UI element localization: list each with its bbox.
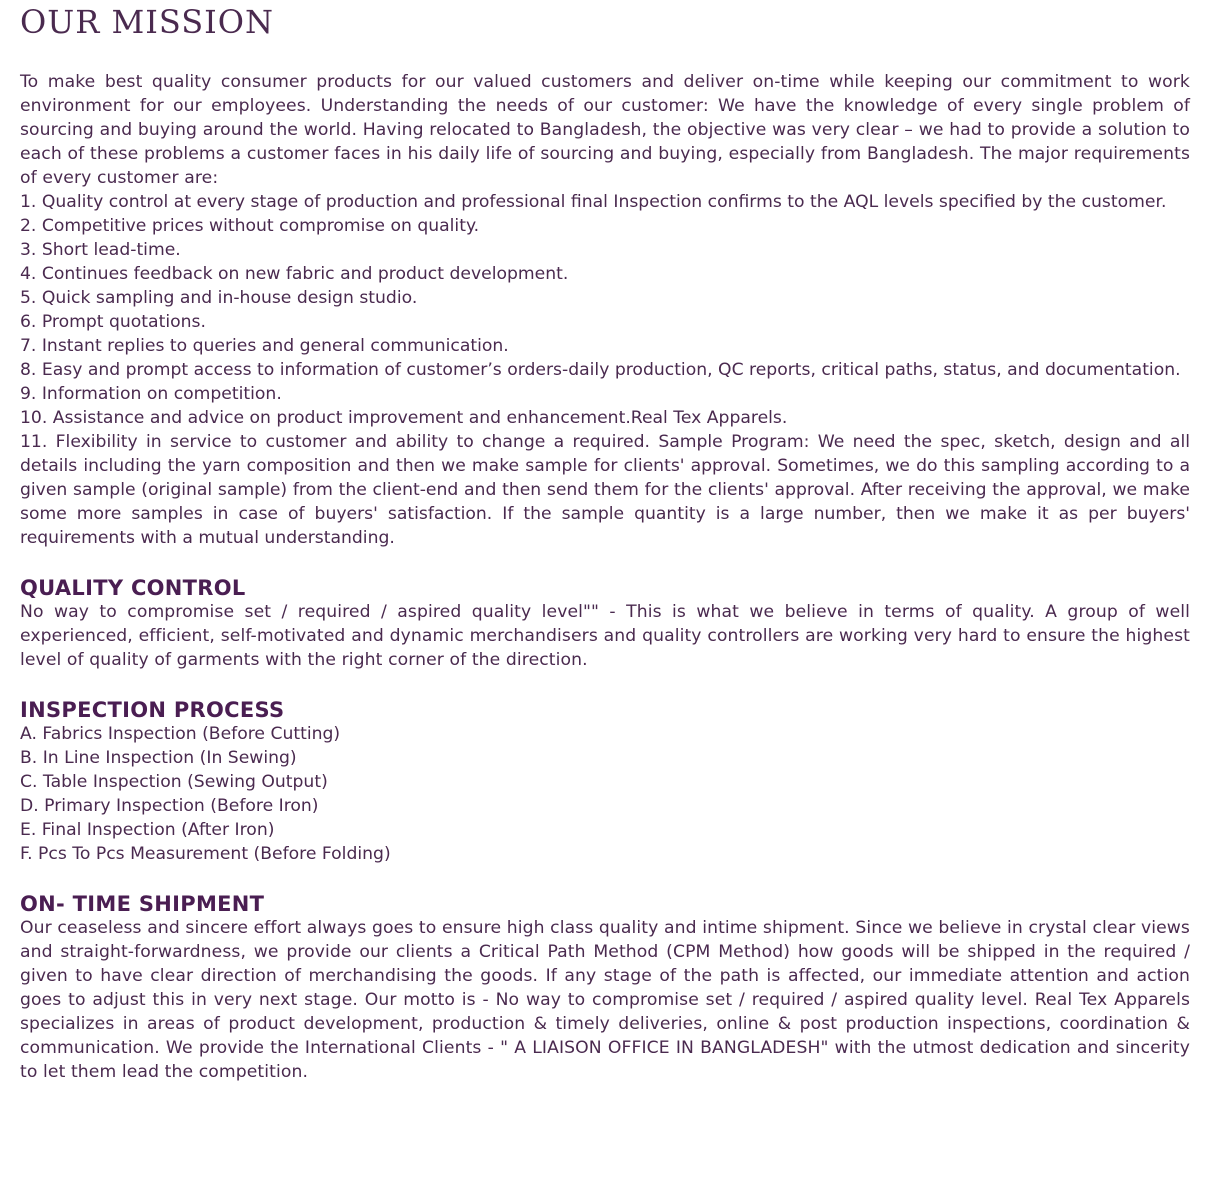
mission-title: OUR MISSION	[20, 3, 275, 41]
list-item: 7. Instant replies to queries and general communication.	[20, 336, 509, 356]
list-item: A. Fabrics Inspection (Before Cutting)	[20, 724, 341, 744]
on-time-shipment-body: Our ceaseless and sincere effort always goes to ensure high class quality and intime shipment. Since we believe in crystal clear views and straight-forwardness, we provide our clients a Critical Path Method (CPM Method) how goods will be shipped in the required / given to have clear direction of merchandising the goods. If any stage of the path is affected, our immediate attention and action goes to adjust this in very next stage. Our motto is - No way to compromise set / required / aspired quality level. Real Tex Apparels specializes in areas of product development, production & timely deliveries, online & post production inspections, coordination & communication. We provide the International Clients - " A LIAISON OFFICE IN BANGLADESH" with the utmost dedication and sincerity to let them lead the competition.	[20, 918, 1190, 1082]
on-time-shipment-heading: ON- TIME SHIPMENT	[20, 892, 265, 916]
quality-control-heading: QUALITY CONTROL	[20, 576, 246, 600]
list-item: 3. Short lead-time.	[20, 240, 181, 260]
list-item: E. Final Inspection (After Iron)	[20, 820, 275, 840]
mission-intro: To make best quality consumer products for our valued customers and deliver on-time while keeping our commitment to work environment for our employees. Understanding the needs of our customer: We have the knowledge of every single problem of sourcing and buying around the world. Having relocated to Bangladesh, the objective was very clear – we had to provide a solution to each of these problems a customer faces in his daily life of sourcing and buying, especially from Bangladesh. The major requirements of every customer are:	[20, 72, 1190, 188]
list-item: 6. Prompt quotations.	[20, 312, 206, 332]
list-item: D. Primary Inspection (Before Iron)	[20, 796, 319, 816]
list-item: 4. Continues feedback on new fabric and product development.	[20, 264, 569, 284]
inspection-steps-list	[20, 722, 1190, 866]
list-item: 10. Assistance and advice on product improvement and enhancement.Real Tex Apparels.	[20, 408, 788, 428]
inspection-process-heading: INSPECTION PROCESS	[20, 698, 285, 722]
requirements-list	[20, 190, 1190, 550]
list-item: 1. Quality control at every stage of production and professional final Inspection confirms to the AQL levels specified by the customer.	[20, 192, 1167, 212]
list-item: 2. Competitive prices without compromise on quality.	[20, 216, 480, 236]
list-item: 8. Easy and prompt access to information of customer’s orders-daily production, QC reports, critical paths, status, and documentation.	[20, 360, 1181, 380]
list-item: F. Pcs To Pcs Measurement (Before Folding)	[20, 844, 391, 864]
quality-control-body: No way to compromise set / required / aspired quality level"" - This is what we believe in terms of quality. A group of well experienced, efficient, self-motivated and dynamic merchandisers and quality controllers are working very hard to ensure the highest level of quality of garments with the right corner of the direction.	[20, 602, 1190, 670]
list-item: B. In Line Inspection (In Sewing)	[20, 748, 297, 768]
list-item: 11. Flexibility in service to customer and ability to change a required. Sample Program: We need the spec, sketch, design and all details including the yarn composition and then we make sample for clients' approval. Sometimes, we do this sampling according to a given sample (original sample) from the client-end and then send them for the clients' approval. After receiving the approval, we make some more samples in case of buyers' satisfaction. If the sample quantity is a large number, then we make it as per buyers' requirements with a mutual understanding.	[20, 432, 1190, 548]
page-content	[20, 0, 1190, 1084]
list-item: 9. Information on competition.	[20, 384, 282, 404]
list-item: 5. Quick sampling and in-house design studio.	[20, 288, 418, 308]
list-item: C. Table Inspection (Sewing Output)	[20, 772, 328, 792]
